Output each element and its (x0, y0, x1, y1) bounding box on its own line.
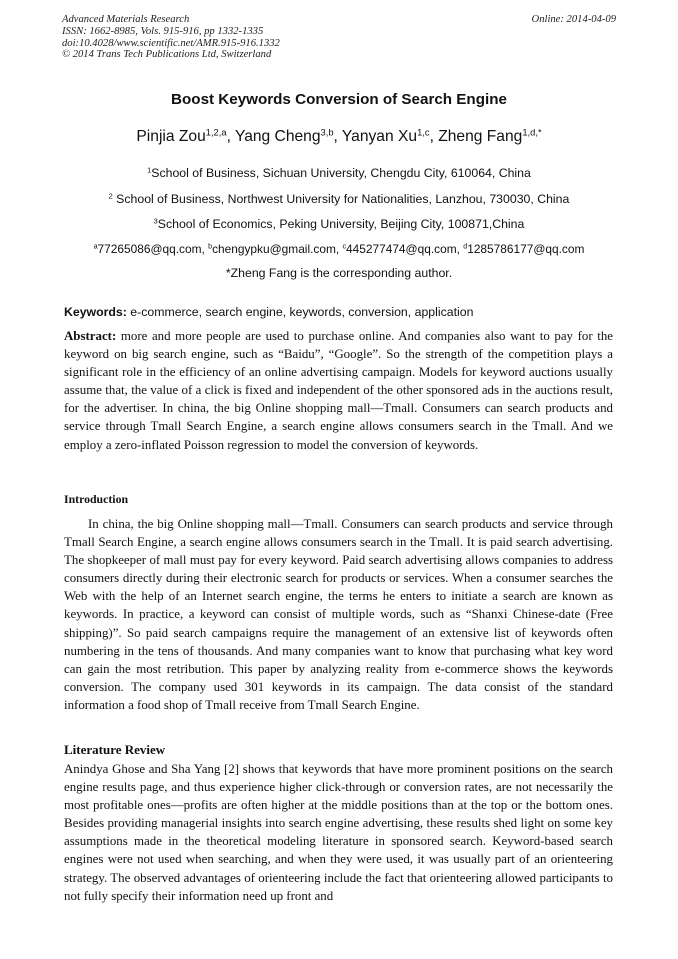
abstract-text: more and more people are used to purchase online. And companies also want to pay for the keyword on big search engine, such as “Baidu”, “Google”. So the strength of the competition plays a significant role in the efficiency of an online advertising campaign. Models for keyword auctions usually assume that, the value of a click is fixed and independent of the other sponsored ads in the auctions result, for the advertiser. In china, the big Online shopping mall—Tmall. Consumers can search products and service through Tmall Search Engine, a search engine allows consumers search in the Tmall. And we employ a zero-inflated Poisson regression to model the conversion of keywords. (64, 329, 613, 452)
affiliation-3: $^3$School of Economics, Peking University, Beijing City, 100871,China (153, 216, 525, 231)
issn-line: ISSN: 1662-8985, Vols. 915-916, pp 1332-1335 (62, 25, 264, 37)
author-list (0, 128, 678, 146)
affiliation-1: $^1$School of Business, Sichuan University, Chengdu City, 610064, China (147, 165, 531, 180)
keywords-line (64, 305, 614, 319)
abstract-label: Abstract: (64, 329, 117, 343)
journal-header (62, 14, 616, 61)
affiliation-2: $^2$ School of Business, Northwest University for Nationalities, Lanzhou, 730030, China (108, 191, 570, 206)
corresponding-note: *Zheng Fang is the corresponding author. (225, 266, 453, 280)
literature-review-heading: Literature Review (64, 742, 166, 757)
author: Yang Cheng$^{3,b}$, (234, 127, 342, 145)
author-emails: $^a$77265086@qq.com, $^b$chengypku@gmail.com, $^c$445277474@qq.com, $^d$1285786177@qq.com (93, 242, 585, 256)
author: Pinjia Zou$^{1,2,a}$, (136, 127, 235, 145)
doi-line: doi:10.4028/www.scientific.net/AMR.915-916.1332 (62, 37, 280, 49)
keywords-text: e-commerce, search engine, keywords, conversion, application (126, 305, 474, 319)
copyright-line: © 2014 Trans Tech Publications Ltd, Switzerland (62, 49, 272, 61)
introduction-heading: Introduction (64, 492, 129, 506)
abstract-paragraph (64, 327, 613, 454)
keywords-label: Keywords: (64, 305, 127, 319)
journal-name: Advanced Materials Research (62, 14, 190, 25)
introduction-paragraph: In china, the big Online shopping mall—Tmall. Consumers can search products and service through Tmall Search Engine, a search engine allows consumers search in the Tmall. It is paid search advertising. The shopkeeper of mall must pay for every keyword. Paid search advertising allows companies to address consumers directly during their electronic search for products or services. When a consumer searches the Web with the help of an Internet search engine, the terms he enters to initiate a search are known as keywords. In practice, a keyword can consist of multiple words, such as “Shanxi Chinese-date (Free shipping)”. So paid search campaigns require the management of an extensive list of keywords often numbering in the tens of thousands. And many companies want to know that purchasing what key word can gain the most retribution. This paper by analyzing reality from e-commerce shows the keywords conversion. The company used 301 keywords in its campaign. The data consist of the standard information a food shop of Tmall receive from Tmall Search Engine. (64, 517, 613, 712)
online-date: Online: 2014-04-09 (531, 14, 616, 25)
literature-review-paragraph: Anindya Ghose and Sha Yang [2] shows that keywords that have more prominent positions on the search engine results page, and thus experience higher click-through or conversion rates, are not necessarily the most profitable ones—profits are often higher at the middle positions than at the top or the bottom ones. Besides providing managerial insights into search engine advertising, these results shed light on some key assumptions made in the theoretical modeling literature in sponsored search. Keyword-based search engines were not used when searching, and when they were used, it was usually part of an orienteering strategy. The observed advantages of orienteering include the fact that orienteering allowed participants to not fully specify their information need up front and (64, 762, 613, 903)
author: Zheng Fang$^{1,d,*}$ (438, 127, 542, 145)
paper-title: Boost Keywords Conversion of Search Engine (171, 91, 507, 108)
author: Yanyan Xu$^{1,c}$, (341, 127, 439, 145)
